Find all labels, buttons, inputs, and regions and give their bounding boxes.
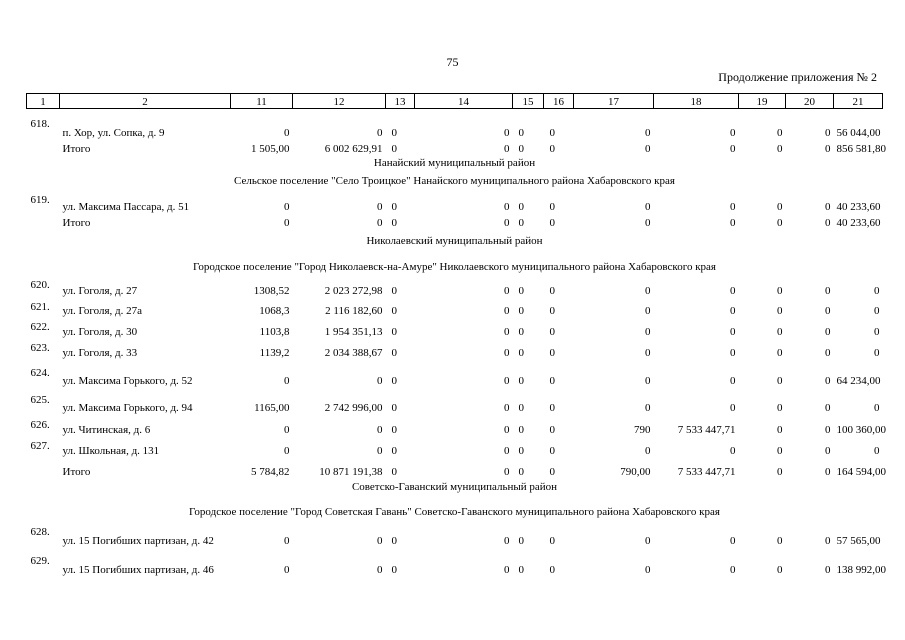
table-row [27,547,883,576]
value-cell: 0 [645,200,651,213]
address: п. Хор, ул. Сопка, д. 9 [62,126,165,139]
value-cell: 40 233,60 [836,216,881,229]
value-cell: 0 [730,346,736,359]
row-number: 623. [30,342,50,354]
value-cell: 0 [549,142,555,155]
value-cell: 0 [504,304,510,317]
value-cell: 0 [730,126,736,139]
value-cell: 0 [284,216,290,229]
value-cell: 0 [825,346,831,359]
value-cell: 10 871 191,38 [319,465,383,478]
value-cell: 5 784,82 [251,465,290,478]
section-heading: Сельское поселение "Село Троицкое" Нанайского муниципального района Хабаровского края [234,174,675,187]
value-cell: 0 [518,346,524,359]
value-cell: 0 [518,534,524,547]
total-row [27,213,883,229]
table-row [27,414,883,436]
address: ул. Максима Горького, д. 94 [62,401,193,414]
value-cell: 0 [730,534,736,547]
value-cell: 0 [645,325,651,338]
value-cell: 0 [549,444,555,457]
value-cell: 0 [284,200,290,213]
value-cell: 0 [730,563,736,576]
value-cell: 0 [549,304,555,317]
value-cell: 0 [377,444,383,457]
value-cell: 0 [549,563,555,576]
section-heading: Городское поселение "Город Советская Гавань" Советско-Гаванского муниципального района Хабаровского края [189,505,720,518]
header-cell: 18 [654,94,739,109]
header-cell: 12 [293,94,386,109]
address: ул. Максима Пассара, д. 51 [62,200,190,213]
section-heading-row [27,169,883,187]
row-number: 628. [30,526,50,538]
value-cell: 0 [284,563,290,576]
value-cell: 0 [518,325,524,338]
value-cell: 0 [391,284,397,297]
value-cell: 100 360,00 [836,423,886,436]
value-cell: 0 [645,126,651,139]
value-cell: 0 [504,465,510,478]
value-cell: 0 [504,534,510,547]
value-cell: 2 742 996,00 [324,401,383,414]
value-cell: 0 [518,401,524,414]
value-cell: 0 [777,444,783,457]
row-number: 618. [30,117,50,130]
value-cell: 0 [730,444,736,457]
value-cell: 0 [825,142,831,155]
table-row [27,338,883,359]
address: ул. Максима Горького, д. 52 [62,374,193,387]
value-cell: 0 [825,401,831,414]
value-cell: 0 [391,444,397,457]
section-heading-row [27,478,883,493]
header-cell: 20 [786,94,834,109]
value-cell: 0 [391,142,397,155]
value-cell: 164 594,00 [836,465,886,478]
table-row [27,518,883,547]
value-cell: 7 533 447,71 [677,465,736,478]
value-cell: 7 533 447,71 [677,423,736,436]
value-cell: 0 [874,304,880,317]
row-number [27,213,60,229]
total-label: Итого [62,465,91,478]
value-cell: 6 002 629,91 [324,142,383,155]
value-cell: 40 233,60 [836,200,881,213]
value-cell: 0 [504,346,510,359]
value-cell: 0 [730,200,736,213]
row-number: 619. [30,193,50,206]
value-cell: 0 [504,216,510,229]
value-cell: 0 [549,423,555,436]
value-cell: 0 [549,465,555,478]
table-row [27,297,883,317]
value-cell: 0 [645,401,651,414]
value-cell: 790 [634,423,651,436]
value-cell: 0 [284,444,290,457]
value-cell: 64 234,00 [836,374,881,387]
value-cell: 0 [504,401,510,414]
value-cell: 0 [518,304,524,317]
value-cell: 0 [284,534,290,547]
value-cell: 0 [825,200,831,213]
value-cell: 0 [377,200,383,213]
value-cell: 1 954 351,13 [324,325,383,338]
section-heading-row [27,229,883,247]
header-cell: 17 [574,94,654,109]
row-number: 627. [30,440,50,452]
value-cell: 2 023 272,98 [324,284,383,297]
table-row [27,187,883,213]
address: ул. Гоголя, д. 30 [62,325,138,338]
value-cell: 0 [730,374,736,387]
address: ул. 15 Погибших партизан, д. 46 [62,563,214,576]
value-cell: 0 [730,325,736,338]
header-cell: 1 [27,94,60,109]
row-number: 621. [30,300,50,313]
value-cell: 0 [730,304,736,317]
value-cell: 0 [777,465,783,478]
value-cell: 0 [645,216,651,229]
value-cell: 0 [777,304,783,317]
value-cell: 0 [730,284,736,297]
address: ул. 15 Погибших партизан, д. 42 [62,534,214,547]
section-heading: Городское поселение "Город Николаевск-на-Амуре" Николаевского муниципального района Хабаровского края [193,260,716,273]
value-cell: 0 [518,126,524,139]
value-cell: 0 [777,325,783,338]
value-cell: 0 [777,200,783,213]
table-row [27,317,883,338]
value-cell: 0 [645,444,651,457]
header-cell: 2 [60,94,231,109]
appendix-table [26,93,886,576]
value-cell: 0 [874,444,880,457]
value-cell: 0 [377,126,383,139]
value-cell: 0 [504,142,510,155]
total-row [27,139,883,155]
row-number [27,457,60,478]
value-cell: 2 116 182,60 [325,304,383,317]
header-cell: 19 [739,94,786,109]
value-cell: 0 [504,563,510,576]
section-heading-row [27,493,883,518]
address: ул. Гоголя, д. 33 [62,346,138,359]
table-row [27,436,883,457]
header-cell: 13 [386,94,415,109]
table-row [27,387,883,414]
address: ул. Читинская, д. 6 [62,423,151,436]
row-number: 625. [30,394,50,406]
value-cell: 0 [391,465,397,478]
value-cell: 0 [825,304,831,317]
value-cell: 0 [518,374,524,387]
value-cell: 0 [391,374,397,387]
value-cell: 0 [825,563,831,576]
value-cell: 0 [645,304,651,317]
table-row [27,109,883,139]
page-number: 75 [446,55,459,69]
value-cell: 1165,00 [254,401,290,414]
total-row [27,457,883,478]
value-cell: 0 [518,465,524,478]
value-cell: 0 [645,346,651,359]
value-cell: 0 [518,216,524,229]
value-cell: 0 [518,563,524,576]
value-cell: 0 [549,374,555,387]
value-cell: 0 [391,216,397,229]
value-cell: 0 [518,142,524,155]
value-cell: 0 [504,200,510,213]
value-cell: 0 [777,284,783,297]
value-cell: 0 [377,216,383,229]
value-cell: 0 [549,216,555,229]
header-row [27,94,883,109]
value-cell: 0 [645,284,651,297]
section-heading: Советско-Гаванский муниципальный район [351,480,558,493]
section-heading-row [27,247,883,273]
value-cell: 0 [825,423,831,436]
header-cell: 15 [513,94,544,109]
value-cell: 0 [874,284,880,297]
value-cell: 0 [874,346,880,359]
value-cell: 0 [730,401,736,414]
row-number: 622. [30,321,50,333]
value-cell: 0 [777,401,783,414]
header-cell: 21 [834,94,883,109]
total-label: Итого [62,216,91,229]
value-cell: 0 [825,465,831,478]
header-cell: 14 [415,94,513,109]
row-number: 629. [30,555,50,567]
value-cell: 0 [377,534,383,547]
row-number: 624. [30,366,50,379]
value-cell: 0 [518,284,524,297]
value-cell: 0 [504,444,510,457]
value-cell: 0 [825,444,831,457]
value-cell: 0 [645,534,651,547]
value-cell: 0 [391,423,397,436]
value-cell: 0 [874,325,880,338]
value-cell: 0 [645,563,651,576]
value-cell: 0 [549,284,555,297]
value-cell: 790,00 [620,465,651,478]
value-cell: 0 [645,374,651,387]
value-cell: 1068,3 [259,304,290,317]
value-cell: 0 [549,200,555,213]
table-row [27,359,883,387]
value-cell: 0 [549,534,555,547]
value-cell: 0 [504,325,510,338]
row-number: 626. [30,418,50,431]
value-cell: 0 [777,142,783,155]
value-cell: 56 044,00 [836,126,881,139]
value-cell: 1308,52 [253,284,290,297]
value-cell: 0 [777,216,783,229]
value-cell: 0 [825,325,831,338]
value-cell: 0 [391,346,397,359]
value-cell: 1139,2 [259,346,290,359]
address: ул. Гоголя, д. 27 [62,284,138,297]
value-cell: 0 [377,423,383,436]
value-cell: 0 [825,216,831,229]
value-cell: 0 [518,444,524,457]
value-cell: 0 [777,374,783,387]
value-cell: 0 [284,126,290,139]
value-cell: 0 [777,346,783,359]
value-cell: 0 [777,423,783,436]
value-cell: 0 [825,126,831,139]
value-cell: 0 [284,374,290,387]
section-heading: Нанайский муниципальный район [373,156,536,169]
value-cell: 0 [391,126,397,139]
value-cell: 138 992,00 [836,563,886,576]
value-cell: 0 [284,423,290,436]
value-cell: 0 [730,142,736,155]
value-cell: 57 565,00 [836,534,881,547]
value-cell: 0 [391,401,397,414]
value-cell: 0 [777,563,783,576]
value-cell: 1103,8 [259,325,290,338]
total-label: Итого [62,142,91,155]
value-cell: 0 [391,563,397,576]
value-cell: 0 [825,534,831,547]
value-cell: 0 [874,401,880,414]
value-cell: 0 [549,325,555,338]
value-cell: 0 [549,346,555,359]
value-cell: 0 [504,284,510,297]
value-cell: 0 [518,423,524,436]
value-cell: 0 [377,374,383,387]
table-row [27,273,883,297]
value-cell: 0 [504,423,510,436]
header-cell: 16 [544,94,574,109]
section-heading-row [27,155,883,169]
section-heading: Николаевский муниципальный район [366,234,543,247]
value-cell: 0 [391,304,397,317]
value-cell: 0 [391,325,397,338]
value-cell: 0 [777,126,783,139]
value-cell: 0 [730,216,736,229]
value-cell: 0 [391,200,397,213]
value-cell: 2 034 388,67 [324,346,383,359]
value-cell: 856 581,80 [836,142,886,155]
address: ул. Гоголя, д. 27а [62,304,143,317]
value-cell: 0 [825,284,831,297]
value-cell: 0 [504,126,510,139]
continuation-label: Продолжение приложения № 2 [718,70,877,84]
header-cell: 11 [231,94,293,109]
value-cell: 0 [645,142,651,155]
value-cell: 1 505,00 [251,142,290,155]
value-cell: 0 [377,563,383,576]
value-cell: 0 [549,126,555,139]
row-number: 620. [30,278,50,291]
value-cell: 0 [777,534,783,547]
row-number [27,139,60,155]
value-cell: 0 [391,534,397,547]
value-cell: 0 [504,374,510,387]
address: ул. Школьная, д. 131 [62,444,160,457]
value-cell: 0 [518,200,524,213]
value-cell: 0 [549,401,555,414]
value-cell: 0 [825,374,831,387]
